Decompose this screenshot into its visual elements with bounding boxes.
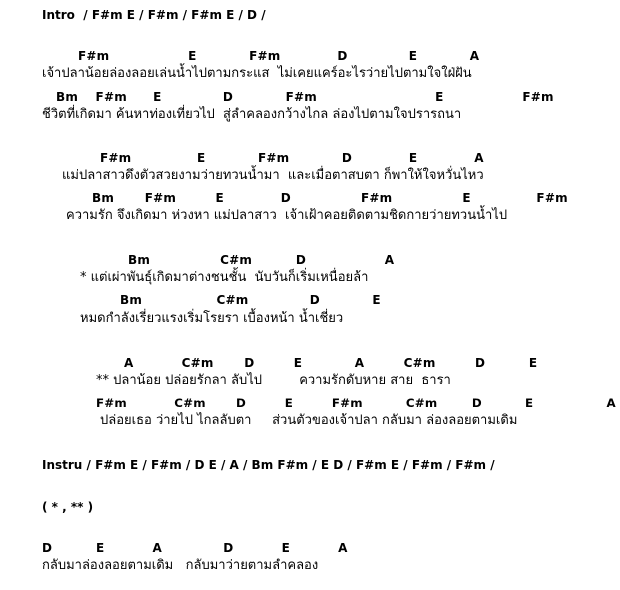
verse1-lyrics-2: ชีวิตที่เกิดมา ค้นหาท่องเที่ยวไป สู่ลำคลองกว้างไกล ล่องไปตามใจปรารถนา: [42, 107, 462, 122]
verse2-lyrics-1: แม่ปลาสาวดึงตัวสวยงามว่ายทวนน้ำมา และเมื่อตาสบตา ก็พาให้ใจหวั่นไหว: [62, 168, 484, 183]
verse2-chords-1: F#m E F#m D E A: [100, 151, 484, 165]
chorus1-chords-2: Bm C#m D E: [120, 293, 381, 307]
verse2-lyrics-2: ความรัก จึงเกิดมา ห่วงหา แม่ปลาสาว เจ้าเฝ้าคอยติดตามชิดกายว่ายทวนน้ำไป: [66, 208, 508, 223]
instru-line: Instru / F#m E / F#m / D E / A / Bm F#m / E D / F#m E / F#m / F#m /: [42, 458, 495, 472]
outro-chords: D E A D E A: [42, 541, 348, 555]
verse1-lyrics-1: เจ้าปลาน้อยล่องลอยเล่นน้ำไปตามกระแส ไม่เคยแคร์อะไรว่ายไปตามใจใฝ่ฝัน: [42, 66, 472, 81]
chorus2-chords-1: A C#m D E A C#m D E: [124, 356, 538, 370]
repeat-marker: ( * , ** ): [42, 500, 94, 514]
chorus2-chords-2: F#m C#m D E F#m C#m D E A: [96, 396, 616, 410]
verse2-chords-2: Bm F#m E D F#m E F#m: [92, 191, 568, 205]
verse1-chords-2: Bm F#m E D F#m E F#m: [56, 90, 554, 104]
chorus1-lyrics-1: * แต่เผ่าพันธุ์เกิดมาต่างชนชั้น นับวันก็เริ่มเหนื่อยล้า: [80, 270, 369, 285]
chorus1-chords-1: Bm C#m D A: [128, 253, 395, 267]
intro-line: Intro / F#m E / F#m / F#m E / D /: [42, 8, 266, 22]
chorus2-lyrics-2: ปล่อยเธอ ว่ายไป ไกลลับตา ส่วนตัวของเจ้าปลา กลับมา ล่องลอยตามเดิม: [100, 413, 518, 428]
chorus2-lyrics-1: ** ปลาน้อย ปล่อยรักลา ลับไป ความรักดับหาย สาย ธารา: [96, 373, 451, 388]
verse1-chords-1: F#m E F#m D E A: [78, 49, 480, 63]
outro-lyrics: กลับมาล่องลอยตามเดิม กลับมาว่ายตามลำคลอง: [42, 558, 319, 573]
chorus1-lyrics-2: หมดกำลังเรี่ยวแรงเริ่มโรยรา เบื้องหน้า น้ำเชี่ยว: [80, 311, 344, 326]
